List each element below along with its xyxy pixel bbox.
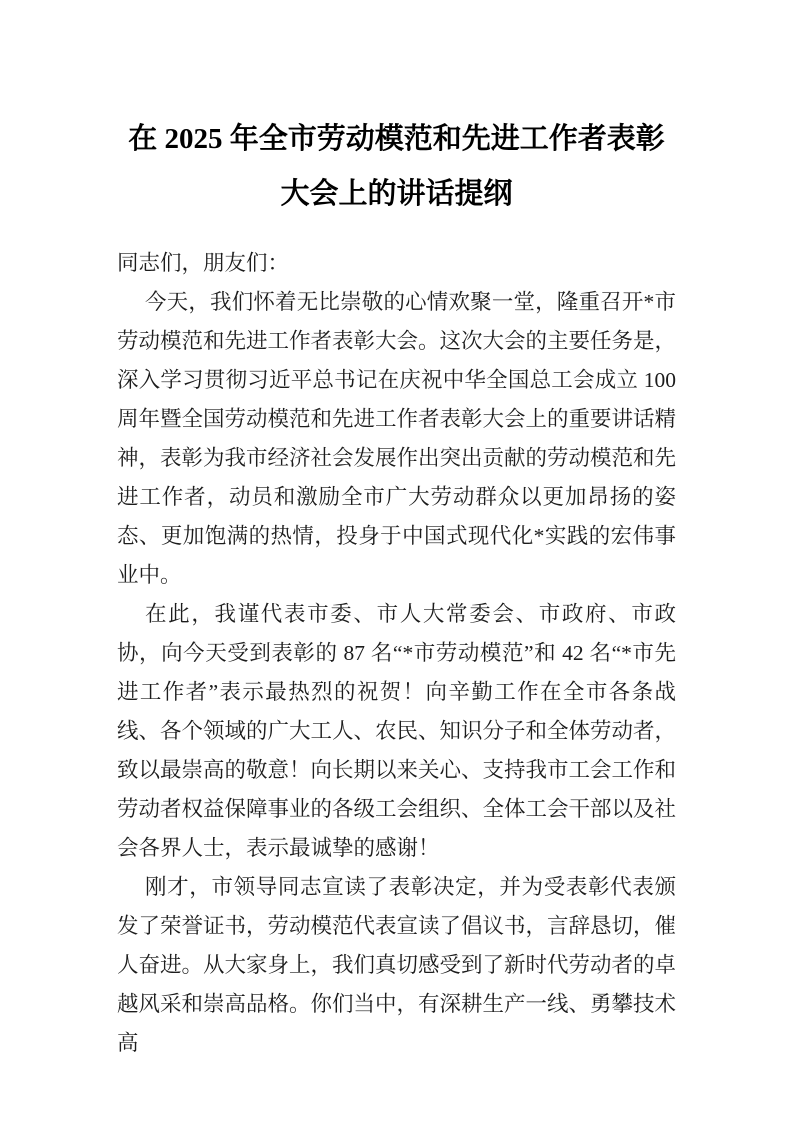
paragraph-congratulations: 在此，我谨代表市委、市人大常委会、市政府、市政协，向今天受到表彰的 87 名“*市劳动模范”和 42 名“*市先进工作者”表示最热烈的祝贺！向辛勤工作在全市各条战线、各个领域的广大工人、农民、知识分子和全体劳动者，致以最崇高的敬意！向长期以来关心、支持我市工会工作和劳动者权益保障事业的各级工会组织、全体工会干部以及社会各界人士，表示最诚挚的感谢！	[117, 602, 677, 860]
document-body	[117, 244, 676, 1063]
document-title-line-2: 大会上的讲话提纲	[280, 178, 513, 210]
document-content-column	[117, 0, 676, 1063]
document-title-line-1: 在 2025 年全市劳动模范和先进工作者表彰	[128, 123, 665, 155]
paragraph-ceremony-truncated: 刚才，市领导同志宣读了表彰决定，并为受表彰代表颁发了荣誉证书，劳动模范代表宣读了倡议书，言辞恳切，催人奋进。从大家身上，我们真切感受到了新时代劳动者的卓越风采和崇高品格。你们当中，有深耕生产一线、勇攀技术高	[117, 875, 677, 1055]
document-title	[117, 0, 676, 222]
paragraph-salutation: 同志们，朋友们：	[117, 251, 290, 275]
paragraph-opening: 今天，我们怀着无比崇敬的心情欢聚一堂，隆重召开*市劳动模范和先进工作者表彰大会。这次大会的主要任务是，深入学习贯彻习近平总书记在庆祝中华全国总工会成立 100 周年暨全国劳动模范和先进工作者表彰大会上的重要讲话精神，表彰为我市经济社会发展作出突出贡献的劳动模范和先进工作者，动员和激励全市广大劳动群众以更加昂扬的姿态、更加饱满的热情，投身于中国式现代化*实践的宏伟事业中。	[117, 290, 677, 587]
